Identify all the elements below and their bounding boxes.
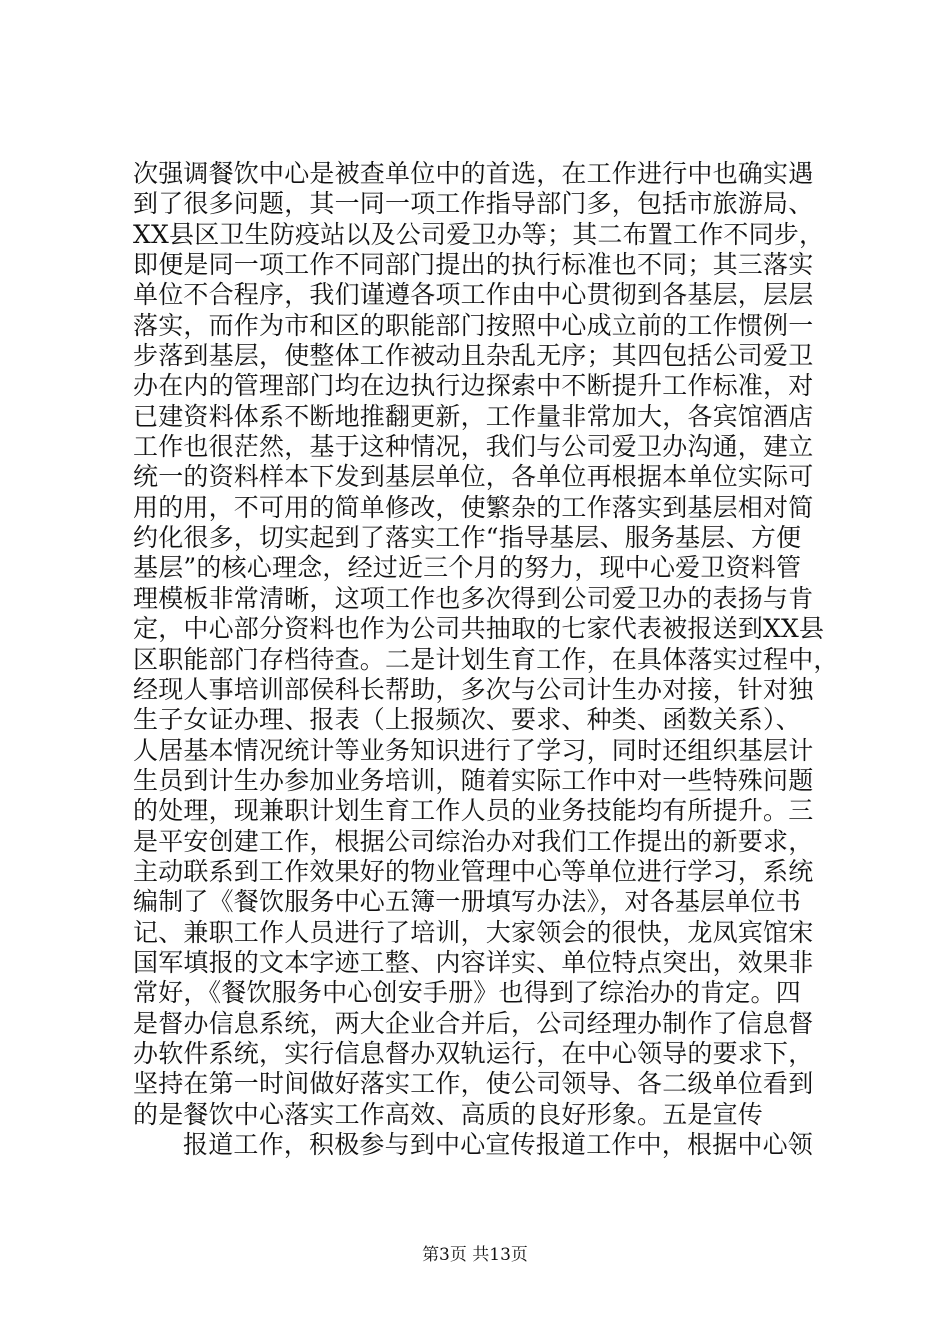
text-line: 单位不合程序，我们谨遵各项工作由中心贯彻到各基层，层层 bbox=[133, 280, 814, 310]
text-line: 到了很多问题，其一同一项工作指导部门多，包括市旅游局、 bbox=[133, 189, 814, 219]
text-line: 的是餐饮中心落实工作高效、高质的良好形象。五是宣传 bbox=[133, 1099, 764, 1129]
text-line: 的处理，现兼职计划生育工作人员的业务技能均有所提升。三 bbox=[133, 796, 814, 826]
paragraph-start-line: 报道工作，积极参与到中心宣传报道工作中，根据中心领 bbox=[183, 1130, 814, 1159]
text-line: XX县区卫生防疫站以及公司爱卫办等；其二布置工作不同步， bbox=[133, 219, 825, 249]
text-line: 工作也很茫然，基于这种情况，我们与公司爱卫办沟通，建立 bbox=[133, 432, 814, 462]
text-line: 是平安创建工作，根据公司综治办对我们工作提出的新要求， bbox=[133, 826, 814, 856]
text-line: 主动联系到工作效果好的物业管理中心等单位进行学习，系统 bbox=[133, 856, 814, 886]
text-line: 约化很多，切实起到了落实工作“指导基层、服务基层、方便 bbox=[133, 523, 802, 553]
text-line: 即便是同一项工作不同部门提出的执行标准也不同；其三落实 bbox=[133, 250, 814, 280]
text-line: 国军填报的文本字迹工整、内容详实、单位特点突出，效果非 bbox=[133, 947, 814, 977]
text-line: 生员到计生办参加业务培训，随着实际工作中对一些特殊问题 bbox=[133, 765, 814, 795]
text-line: 编制了《餐饮服务中心五簿一册填写办法》，对各基层单位书 bbox=[133, 887, 801, 917]
page-number-label: 第3页 共13页 bbox=[422, 1245, 528, 1265]
text-line: 落实，而作为市和区的职能部门按照中心成立前的工作惯例一 bbox=[133, 310, 814, 340]
text-line: 生子女证办理、报表（上报频次、要求、种类、函数关系）、 bbox=[133, 705, 801, 735]
text-line: 记、兼职工作人员进行了培训，大家领会的很快，龙凤宾馆宋 bbox=[133, 917, 814, 947]
text-line: 办软件系统，实行信息督办双轨运行，在中心领导的要求下， bbox=[133, 1038, 814, 1068]
text-line: 基层”的核心理念，经过近三个月的努力，现中心爱卫资料管 bbox=[133, 553, 802, 583]
text-line: 理模板非常清晰，这项工作也多次得到公司爱卫办的表扬与肯 bbox=[133, 583, 814, 613]
text-line: 坚持在第一时间做好落实工作，使公司领导、各二级单位看到 bbox=[133, 1069, 814, 1099]
text-line: 定，中心部分资料也作为公司共抽取的七家代表被报送到XX县 bbox=[133, 614, 825, 644]
text-line: 人居基本情况统计等业务知识进行了学习，同时还组织基层计 bbox=[133, 735, 814, 765]
document-body bbox=[133, 159, 853, 1160]
text-line: 用的用，不可用的简单修改，使繁杂的工作落实到基层相对简 bbox=[133, 492, 814, 522]
text-line: 常好，《餐饮服务中心创安手册》也得到了综治办的肯定。四 bbox=[133, 978, 801, 1008]
text-line: 区职能部门存档待查。二是计划生育工作，在具体落实过程中， bbox=[133, 644, 839, 674]
text-line: 办在内的管理部门均在边执行边探索中不断提升工作标准，对 bbox=[133, 371, 814, 401]
text-line: 统一的资料样本下发到基层单位，各单位再根据本单位实际可 bbox=[133, 462, 814, 492]
text-line: 已建资料体系不断地推翻更新，工作量非常加大，各宾馆酒店 bbox=[133, 401, 814, 431]
text-line: 经现人事培训部侯科长帮助，多次与公司计生办对接，针对独 bbox=[133, 674, 814, 704]
text-line: 步落到基层，使整体工作被动且杂乱无序；其四包括公司爱卫 bbox=[133, 341, 814, 371]
page-footer bbox=[0, 1240, 950, 1265]
text-line: 次强调餐饮中心是被查单位中的首选，在工作进行中也确实遇 bbox=[133, 159, 814, 188]
text-line: 是督办信息系统，两大企业合并后，公司经理办制作了信息督 bbox=[133, 1008, 814, 1038]
